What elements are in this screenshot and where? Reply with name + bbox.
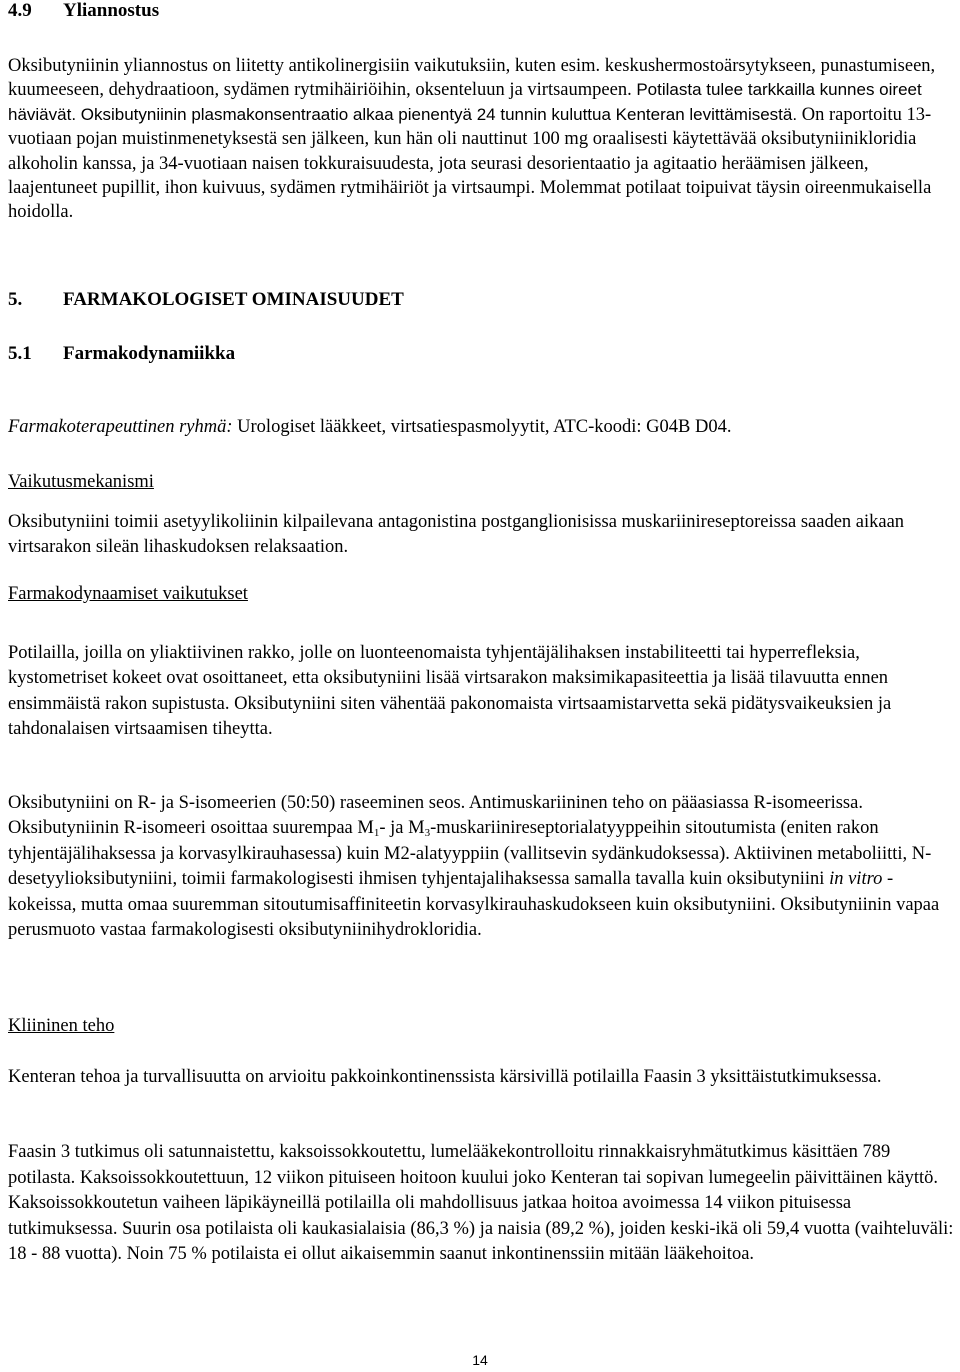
subscript-3: 3: [424, 827, 431, 840]
clinical-paragraph-1: Kenteran tehoa ja turvallisuutta on arvioitu pakkoinkontinenssista kärsivillä potilailla Faasin 3 yksittäistutkimuksessa.: [8, 1067, 882, 1087]
pd-effects-paragraph-2: [8, 791, 956, 943]
pd-effects-paragraph-1: Potilailla, joilla on yliaktiivinen rakko, jolle on luonteenomaista tyhjentäjälihaksen instabiliteetti tai hyperrefleksia, kystometriset kokeet ovat osoittaneet, etta oksibutyniini lisää virtsarakon maksimikapasiteettia ja lisää tilavuutta ennen ensimmäistä rakon supistusta. Oksibutyniini siten vähentää pakonomaista virtsaamistarvetta sekä pidätysvaikeuksien ja tahdonalaisen virtsaamisen tiheytta.: [8, 643, 892, 740]
page-number: 14: [472, 1352, 488, 1368]
section-4-9-heading: [8, 0, 159, 23]
mechanism-paragraph: Oksibutyniini toimii asetyylikoliinin kilpailevana antagonistina postganglionisissa muskariinireseptoreissa saaden aikaan virtsarakon sileän lihaskudoksen relaksaation.: [8, 512, 905, 557]
pd-text-b: - ja M: [379, 818, 425, 839]
pd-italic-in-vitro: in vitro: [829, 869, 883, 890]
section-title: Farmakodynamiikka: [63, 343, 236, 364]
section-number: 5.: [8, 289, 23, 310]
clinical-paragraph-2: Faasin 3 tutkimus oli satunnaistettu, kaksoissokkoutettu, lumelääkekontrolloitu rinnakkaisryhmätutkimus käsittäen 789 potilasta. Kaksoissokkoutettuun, 12 viikon pituiseen hoitoon kuului joko Kenteran tai sopivan lumegeelin päivittäinen käyttö. Kaksoissokkoutetun vaiheen läpikäyneillä potilailla oli mahdollisuus jatkaa hoitoa avoimessa 14 viikon pituisessa tutkimuksessa. Suurin osa potilaista oli kaukasialaisia (86,3 %) ja naisia (89,2 %), joiden keski-ikä oli 59,4 vuotta (vaihteluväli: 18 - 88 vuotta). Noin 75 % potilaista ei ollut aikaisemmin saanut inkontinenssiin mitään lääkehoitoa.: [8, 1142, 954, 1264]
overdose-text-c: On raportoitu 13-vuotiaan pojan muistinmenetyksestä sen jälkeen, kun hän oli nauttinut 100 mg oraalisesti käytettävää oksibutyniinikloridia alkoholin kanssa, ja 34-vuotiaan naisen tokkuraisuudesta, jota seurasi desorientaatio ja agitaatio heräämisen jälkeen, laajentuneet pupillit, ihon kuivuus, sydämen rytmihäiriöt ja virtsaumpi. Molemmat potilaat toipuivat täysin oireenmukaisella hoidolla.: [8, 104, 932, 223]
section-5-heading: [8, 288, 404, 312]
subscript-1: 1: [373, 827, 380, 840]
section-title: FARMAKOLOGISET OMINAISUUDET: [63, 289, 404, 310]
pd-text-d: -kokeissa, mutta omaa suuremman sitoutumisaffiniteetin korvasylkirauhaskudokseen kuin oksibutyniini. Oksibutyniinin vapaa perusmuoto vastaa farmakologisesti oksibutyniinihydrokloridia.: [8, 869, 940, 941]
pd-effects-heading: Farmakodynaamiset vaikutukset: [8, 584, 248, 604]
section-title: Yliannostus: [63, 0, 160, 21]
pd-text-a: Oksibutyniini on R- ja S-isomeerien (50:50) raseeminen seos. Antimuskariininen teho on pääasiassa R-isomeerissa. Oksibutyniinin R-isomeeri osoittaa suurempaa M: [8, 793, 863, 839]
pd-text-c: -muskariinireseptorialatyyppeihin sitoutumista (eniten rakon tyhjentäjälihaksessa ja korvasylkirauhasessa) kuin M2-alatyyppiin (vallitsevin sydänkudoksessa). Aktiivinen metaboliitti, N-desetyylioksibutyniini, toimii farmakologisesti ihmisen tyhjentajalihaksessa samalla tavalla kuin oksibutyniini: [8, 818, 932, 890]
clinical-heading: Kliininen teho: [8, 1016, 115, 1036]
mechanism-heading: Vaikutusmekanismi: [8, 472, 154, 492]
section-5-1-heading: [8, 342, 235, 366]
overdose-text-a: Oksibutyniinin yliannostus on liitetty antikolinergisiin vaikutuksiin, kuten esim. keskushermostoärsytykseen, punastumiseen, kuumeeseen, dehydraatioon, sydämen rytmihäiriöihin, oksenteluun ja virtsaumpeen.: [8, 56, 936, 101]
overdose-text-b: Potilasta tulee tarkkailla kunnes oireet häviävät. Oksibutyniinin plasmakonsentraatio alkaa pienentyä 24 tunnin kuluttua Kenteran levittämisestä.: [8, 80, 922, 124]
pharmacotherapeutic-group: [8, 415, 956, 439]
overdose-paragraph: [8, 54, 956, 225]
pharmacotherapeutic-text: Urologiset lääkkeet, virtsatiespasmolyytit, ATC-koodi: G04B D04.: [232, 417, 732, 437]
section-number: 4.9: [8, 0, 32, 21]
section-number: 5.1: [8, 343, 32, 364]
pharmacotherapeutic-label: Farmakoterapeuttinen ryhmä:: [8, 417, 233, 437]
